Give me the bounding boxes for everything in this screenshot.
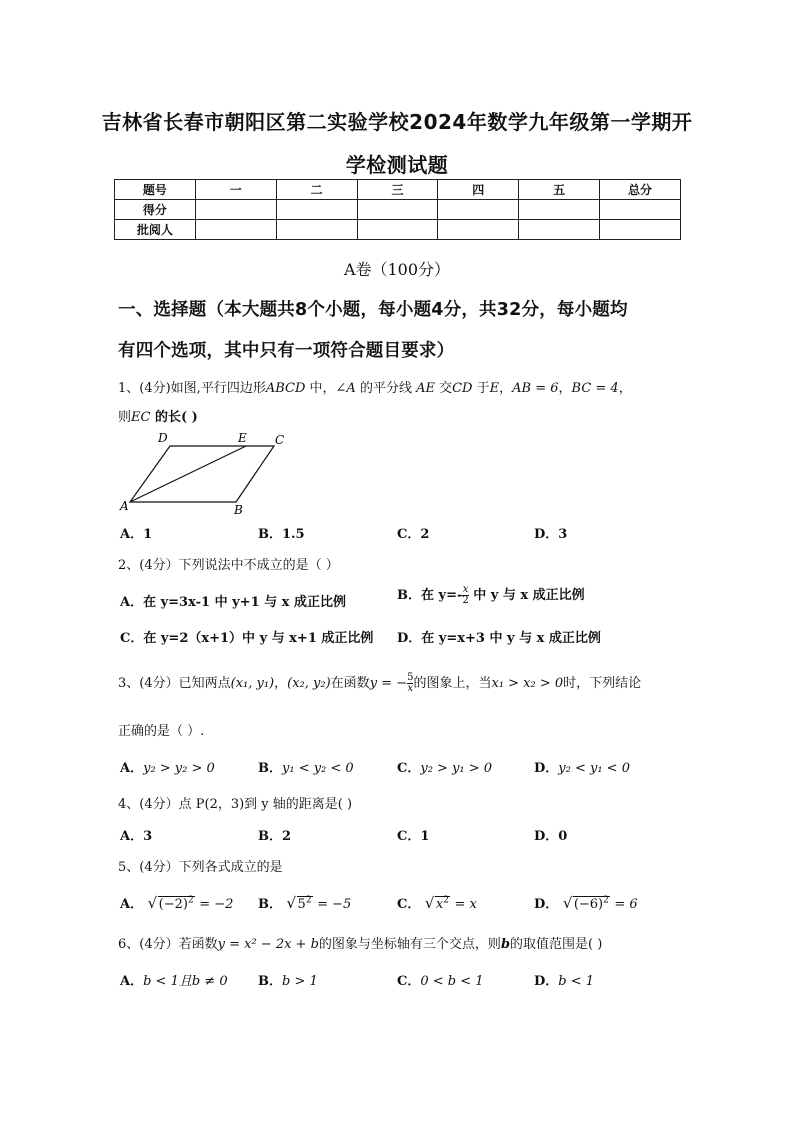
fraction: $\frac{x}{2}$ xyxy=(462,584,469,606)
score-cell xyxy=(276,220,357,240)
q5-option-d[interactable]: D． √ $(-6)^2 = 6$ xyxy=(534,893,638,912)
q1-option-d[interactable]: D．3 xyxy=(534,527,568,542)
score-table-header-row xyxy=(115,180,681,200)
label-d: D xyxy=(158,431,168,445)
header-cell: 三 xyxy=(357,180,438,200)
header-cell: 总分 xyxy=(600,180,681,200)
q1-stem-line2: 则EC 的长( ) xyxy=(118,410,198,425)
part1-heading-line2: 有四个选项，其中只有一项符合题目要求） xyxy=(118,341,455,361)
q5-stem: 5、(4分）下列各式成立的是 xyxy=(118,860,283,875)
score-cell xyxy=(519,220,600,240)
score-row xyxy=(115,200,681,220)
sqrt-expression: √ $(-2)^2$ xyxy=(148,896,195,912)
q2-stem: 2、(4分）下列说法中不成立的是（ ） xyxy=(118,558,339,573)
q4-option-b[interactable]: B．2 xyxy=(258,829,292,844)
part1-heading-line1: 一、选择题（本大题共8个小题，每小题4分，共32分，每小题均 xyxy=(118,300,628,320)
q3-option-a[interactable]: A．y₂ > y₂ > 0 xyxy=(120,761,215,776)
parallelogram-abcd xyxy=(130,446,274,502)
parallelogram-figure xyxy=(118,428,308,518)
q6-option-d[interactable]: D．b < 1 xyxy=(534,974,595,989)
q2-option-b[interactable]: B．在 y=- $\frac{x}{2}$ 中 y 与 x 成正比例 xyxy=(397,584,585,606)
q4-option-a[interactable]: A．3 xyxy=(120,829,153,844)
q3-option-c[interactable]: C．y₂ > y₁ > 0 xyxy=(397,761,493,776)
sqrt-expression: √ $5^2$ xyxy=(287,896,313,912)
q1-option-b[interactable]: B．1.5 xyxy=(258,527,305,542)
score-cell xyxy=(195,220,276,240)
sqrt-expression: √ $(-6)^2$ xyxy=(563,896,610,912)
score-cell xyxy=(600,200,681,220)
segment-ae xyxy=(130,446,246,502)
score-cell xyxy=(438,220,519,240)
row-label: 得分 xyxy=(115,200,196,220)
q1-option-c[interactable]: C．2 xyxy=(397,527,430,542)
header-cell: 四 xyxy=(438,180,519,200)
q3-stem: 3、(4分）已知两点(x₁, y₁)，(x₂, y₂)在函数y = − $\frac{5}{x}$ 的图象上，当x₁ > x₂ > 0时，下列结论 xyxy=(118,672,642,694)
exam-title-line2: 学检测试题 xyxy=(345,153,449,177)
q2-option-c[interactable]: C．在 y=2（x+1）中 y 与 x+1 成正比例 xyxy=(120,631,374,646)
label-b: B xyxy=(234,503,243,517)
q6-option-b[interactable]: B．b > 1 xyxy=(258,974,318,989)
header-cell: 二 xyxy=(276,180,357,200)
exam-title-line1: 吉林省长春市朝阳区第二实验学校2024年数学九年级第一学期开 xyxy=(101,110,693,134)
q3-stem-line2: 正确的是（ ）. xyxy=(118,724,205,739)
q4-option-c[interactable]: C．1 xyxy=(397,829,430,844)
row-label: 批阅人 xyxy=(115,220,196,240)
q1-option-a[interactable]: A．1 xyxy=(120,527,153,542)
score-table xyxy=(114,179,681,240)
q4-stem: 4、(4分）点 P(2，3)到 y 轴的距离是( ) xyxy=(118,797,353,812)
header-cell: 五 xyxy=(519,180,600,200)
label-e: E xyxy=(238,431,247,445)
score-cell xyxy=(438,200,519,220)
q5-option-c[interactable]: C． √ $x^2 = x$ xyxy=(397,893,477,912)
q1-stem: 1、(4分)如图,平行四边形ABCD 中，∠A 的平分线 AE 交CD 于E，AB = 6，BC = 4， xyxy=(118,381,632,396)
q4-option-d[interactable]: D．0 xyxy=(534,829,568,844)
q3-option-b[interactable]: B．y₁ < y₂ < 0 xyxy=(258,761,354,776)
sqrt-expression: √ $x^2$ xyxy=(425,896,450,912)
score-cell xyxy=(519,200,600,220)
reviewer-row xyxy=(115,220,681,240)
score-cell xyxy=(357,220,438,240)
q6-option-a[interactable]: A．b < 1且b ≠ 0 xyxy=(120,974,228,989)
q5-option-a[interactable]: A． √ $(-2)^2 = -2$ xyxy=(120,893,233,912)
header-cell: 题号 xyxy=(115,180,196,200)
label-c: C xyxy=(275,433,285,447)
q6-option-c[interactable]: C．0 < b < 1 xyxy=(397,974,484,989)
header-cell: 一 xyxy=(195,180,276,200)
score-cell xyxy=(600,220,681,240)
fraction: $\frac{5}{x}$ xyxy=(407,672,414,694)
q5-option-b[interactable]: B． √ $5^2 = -5$ xyxy=(258,893,351,912)
q3-option-d[interactable]: D．y₂ < y₁ < 0 xyxy=(534,761,630,776)
label-a: A xyxy=(120,499,129,513)
score-cell xyxy=(195,200,276,220)
section-a-heading: A卷（100分） xyxy=(343,260,451,279)
score-cell xyxy=(276,200,357,220)
score-cell xyxy=(357,200,438,220)
q6-stem: 6、(4分）若函数y = x² − 2x + b的图象与坐标轴有三个交点，则b的取值范围是( ) xyxy=(118,937,603,952)
q2-option-d[interactable]: D．在 y=x+3 中 y 与 x 成正比例 xyxy=(397,631,601,646)
q2-option-a[interactable]: A．在 y=3x-1 中 y+1 与 x 成正比例 xyxy=(120,595,346,610)
